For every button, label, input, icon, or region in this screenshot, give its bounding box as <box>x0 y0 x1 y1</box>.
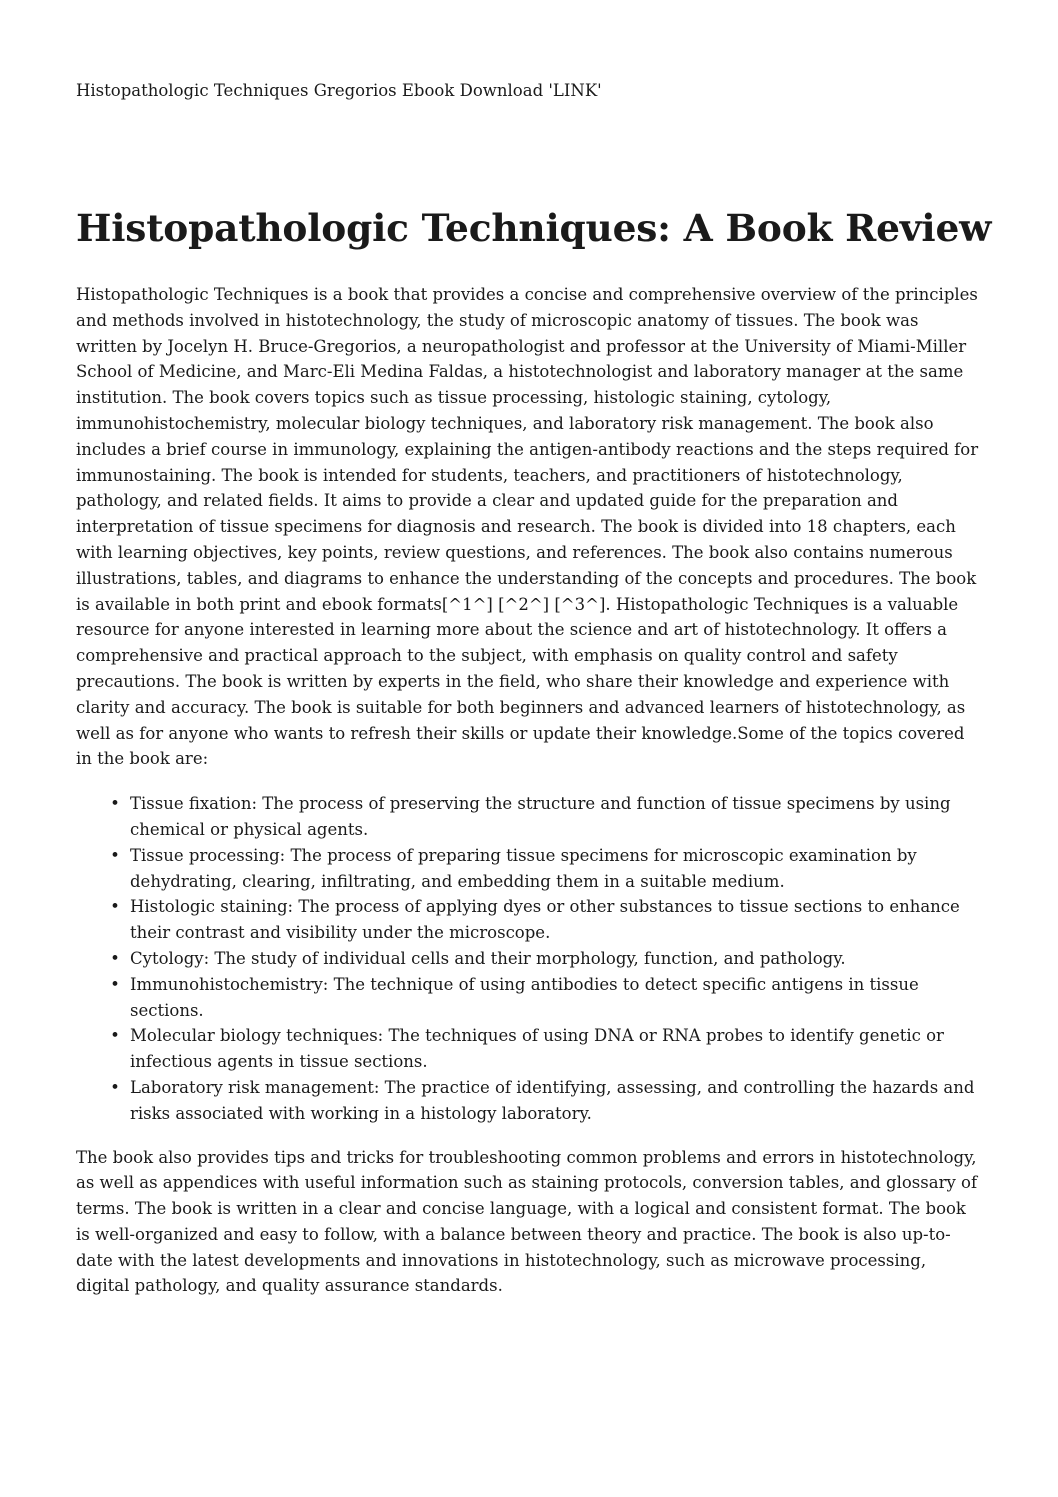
page-title: Histopathologic Techniques: A Book Review <box>76 206 992 250</box>
bullet-icon: • <box>110 794 120 814</box>
list-item-text: Tissue processing: The process of preparing tissue specimens for microscopic examination by dehydrating, clearing, infiltrating, and embedding them in a suitable medium. <box>130 845 917 891</box>
list-item <box>110 1023 984 1075</box>
bullet-icon: • <box>110 897 120 917</box>
list-item-text: Molecular biology techniques: The techniques of using DNA or RNA probes to identify genetic or infectious agents in tissue sections. <box>130 1026 944 1072</box>
intro-paragraph: Histopathologic Techniques is a book that provides a concise and comprehensive overview of the principles and methods involved in histotechnology, the study of microscopic anatomy of tissues. The book was written by Jocelyn H. Bruce-Gregorios, a neuropathologist and professor at the University of Miami-Miller School of Medicine, and Marc-Eli Medina Faldas, a histotechnologist and laboratory manager at the same institution. The book covers topics such as tissue processing, histologic staining, cytology, immunohistochemistry, molecular biology techniques, and laboratory risk management. The book also includes a brief course in immunology, explaining the antigen-antibody reactions and the steps required for immunostaining. The book is intended for students, teachers, and practitioners of histotechnology, pathology, and related fields. It aims to provide a clear and updated guide for the preparation and interpretation of tissue specimens for diagnosis and research. The book is divided into 18 chapters, each with learning objectives, key points, review questions, and references. The book also contains numerous illustrations, tables, and diagrams to enhance the understanding of the concepts and procedures. The book is available in both print and ebook formats[^1^] [^2^] [^3^]. Histopathologic Techniques is a valuable resource for anyone interested in learning more about the science and art of histotechnology. It offers a comprehensive and practical approach to the subject, with emphasis on quality control and safety precautions. The book is written by experts in the field, who share their knowledge and experience with clarity and accuracy. The book is suitable for both beginners and advanced learners of histotechnology, as well as for anyone who wants to refresh their skills or update their knowledge.Some of the topics covered in the book are: <box>76 285 979 769</box>
running-header: Histopathologic Techniques Gregorios Ebook Download 'LINK' <box>76 81 602 100</box>
bullet-icon: • <box>110 974 120 994</box>
list-item-text: Cytology: The study of individual cells and their morphology, function, and pathology. <box>130 948 846 968</box>
list-item-text: Tissue fixation: The process of preserving the structure and function of tissue specimens by using chemical or physical agents. <box>130 794 951 839</box>
list-item-text: Immunohistochemistry: The technique of using antibodies to detect specific antigens in tissue sections. <box>130 974 919 1020</box>
article-body <box>76 282 984 1299</box>
bullet-icon: • <box>110 1077 120 1097</box>
list-item <box>110 1075 984 1127</box>
bullet-icon: • <box>110 948 120 968</box>
list-item-text: Histologic staining: The process of applying dyes or other substances to tissue sections to enhance their contrast and visibility under the microscope. <box>130 897 960 943</box>
closing-paragraph: The book also provides tips and tricks for troubleshooting common problems and errors in histotechnology, as well as appendices with useful information such as staining protocols, conversion tables, and glossary of terms. The book is written in a clear and concise language, with a logical and consistent format. The book is well-organized and easy to follow, with a balance between theory and practice. The book is also up-to-date with the latest developments and innovations in histotechnology, such as microwave processing, digital pathology, and quality assurance standards. <box>76 1147 978 1296</box>
list-item <box>110 843 984 895</box>
topics-list <box>76 791 984 1126</box>
bullet-icon: • <box>110 1026 120 1046</box>
bullet-icon: • <box>110 845 120 865</box>
list-item-text: Laboratory risk management: The practice of identifying, assessing, and controlling the hazards and risks associated with working in a histology laboratory. <box>130 1077 975 1123</box>
list-item <box>110 894 984 946</box>
list-item <box>110 791 984 843</box>
list-item <box>110 946 984 972</box>
list-item <box>110 972 984 1024</box>
